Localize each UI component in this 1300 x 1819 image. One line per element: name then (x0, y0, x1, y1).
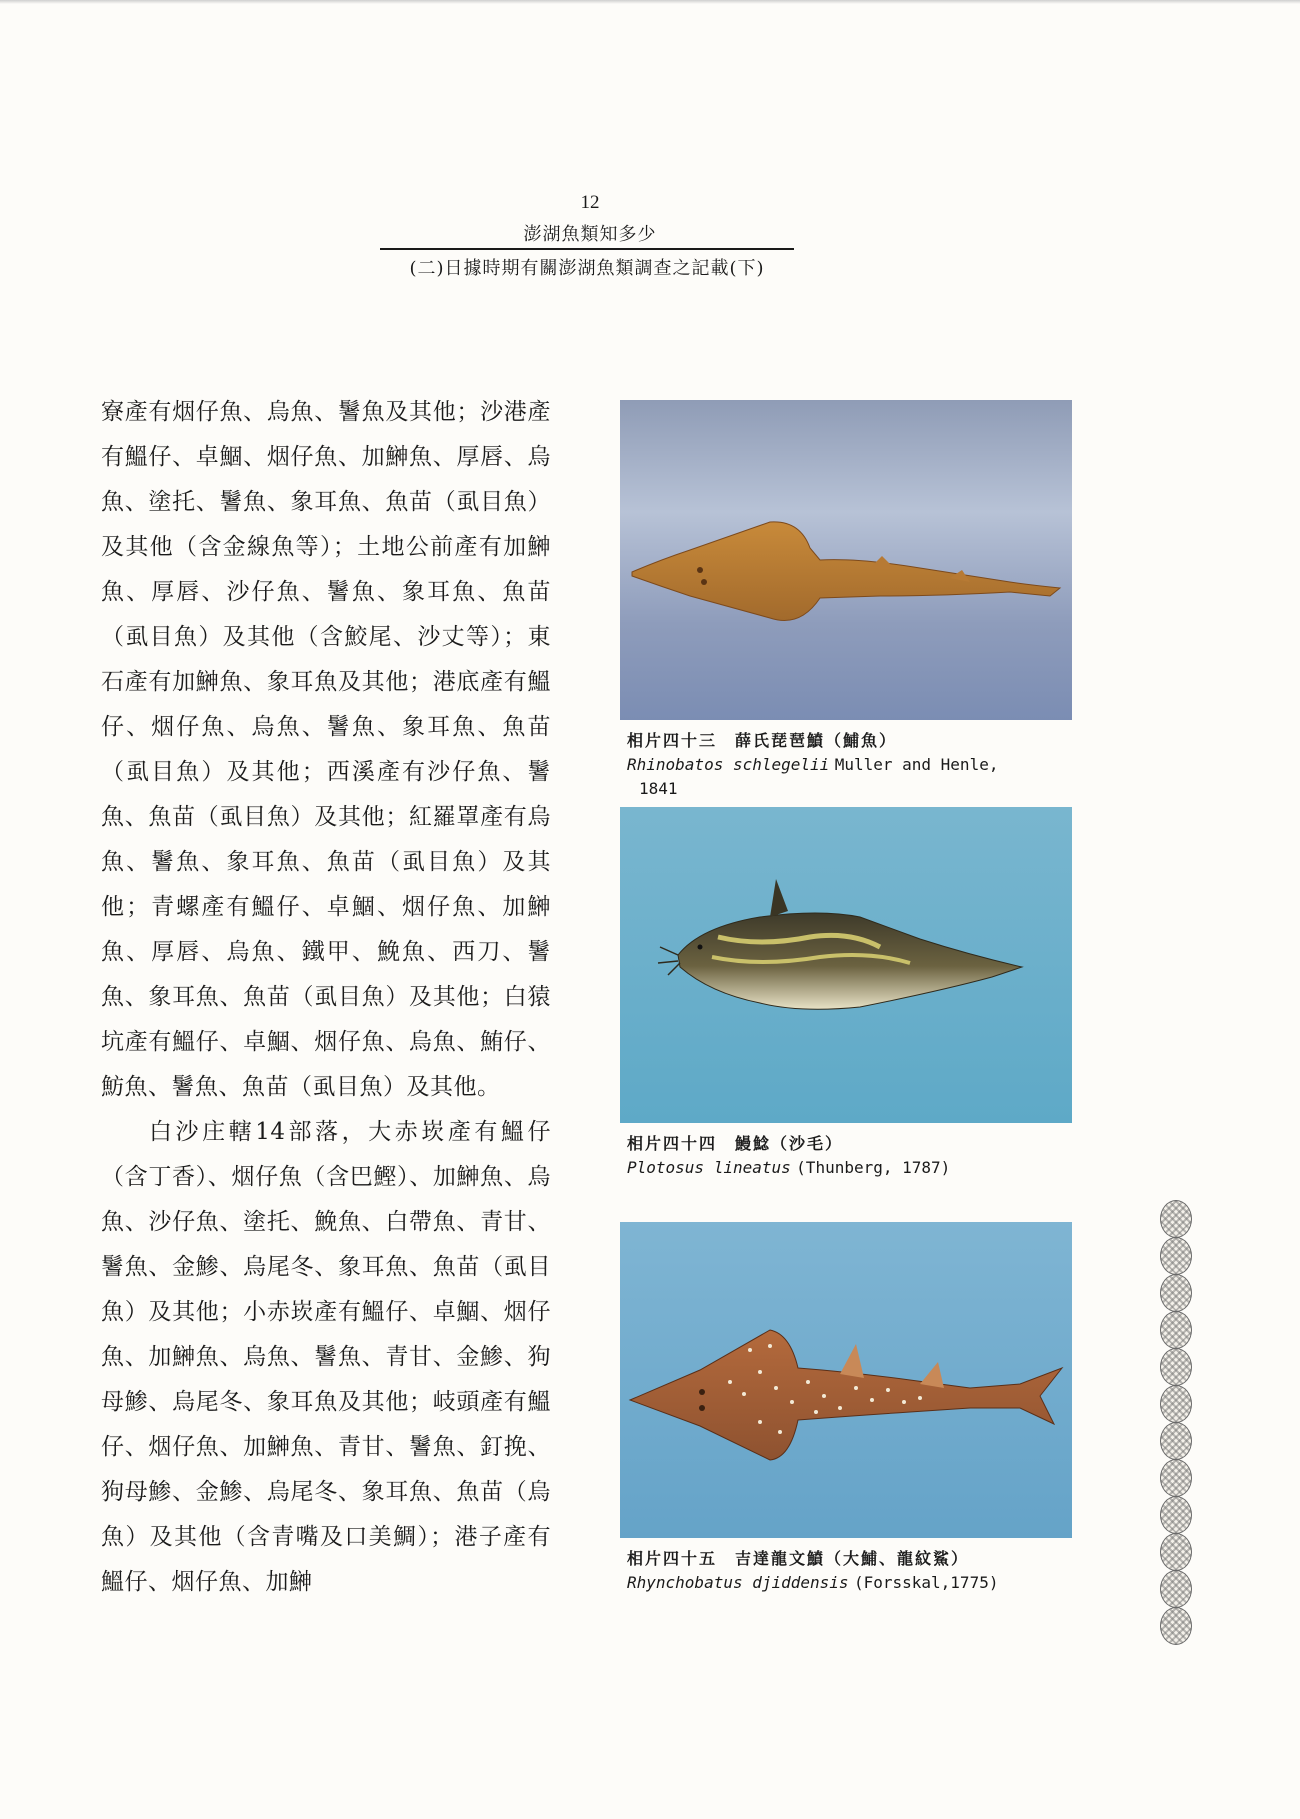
caption-44-label: 相片四十四 鰻鯰（ (627, 1134, 790, 1153)
paragraph-2: 白沙庄轄14部落，大赤崁產有鰮仔（含丁香）、烟仔魚（含巴鰹）、加鰰魚、烏魚、沙仔魚、塗托、鮸魚、白帶魚、青甘、鬐魚、金鯵、烏尾冬、象耳魚、魚苗（虱目魚）及其他；小赤崁產有鰮仔、卓鯝、烟仔魚、加鰰魚、烏魚、鬐魚、青甘、金鯵、狗母鯵、烏尾冬、象耳魚及其他；岐頭產有鰮仔、烟仔魚、加鰰魚、青甘、鬐魚、釘挽、狗母鯵、金鯵、烏尾冬、象耳魚、魚苗（烏魚）及其他（含青嘴及口美鯛）；港子產有鰮仔、烟仔魚、加鰰 (101, 1119, 551, 1595)
ornament-egg (1160, 1237, 1192, 1275)
ornament-egg (1160, 1570, 1192, 1608)
ornament-egg (1160, 1533, 1192, 1571)
caption-43-year: 1841 (639, 779, 678, 798)
caption-43 (627, 729, 1097, 801)
header-rule (380, 248, 794, 250)
photo-guitarfish (620, 400, 1072, 720)
caption-45 (627, 1547, 1097, 1595)
caption-45-authority: (Forsskal,1775) (853, 1573, 999, 1592)
ornament-egg (1160, 1385, 1192, 1423)
caption-45-scientific: Rhynchobatus djiddensis (627, 1573, 849, 1592)
ornament-egg (1160, 1459, 1192, 1497)
caption-44-authority: (Thunberg, 1787) (796, 1158, 951, 1177)
caption-45-close: ） (951, 1549, 970, 1568)
caption-44-common: 沙毛 (789, 1134, 826, 1153)
ornament-egg (1160, 1496, 1192, 1534)
ornament-egg (1160, 1422, 1192, 1460)
running-title: 澎湖魚類知多少 (523, 224, 657, 245)
caption-45-label: 相片四十五 吉達龍文鱝（ (627, 1549, 844, 1568)
caption-43-authority: Muller and Henle, (834, 755, 999, 774)
section-title: (二)日據時期有關澎湖魚類調查之記載(下) (409, 258, 765, 279)
ornament-egg (1160, 1348, 1192, 1386)
caption-44-close: ） (825, 1134, 844, 1153)
body-text (101, 390, 551, 1605)
ornament-egg (1160, 1311, 1192, 1349)
paragraph-1: 寮產有烟仔魚、烏魚、鬐魚及其他；沙港產有鰮仔、卓鯝、烟仔魚、加鰰魚、厚唇、烏魚、塗托、鬐魚、象耳魚、魚苗（虱目魚）及其他（含金線魚等）；土地公前產有加鰰魚、厚唇、沙仔魚、鬐魚、象耳魚、魚苗（虱目魚）及其他（含鮫尾、沙丈等）；東石產有加鰰魚、象耳魚及其他；港底產有鰮仔、烟仔魚、烏魚、鬐魚、象耳魚、魚苗（虱目魚）及其他；西溪產有沙仔魚、鬐魚、魚苗（虱目魚）及其他；紅羅罩產有烏魚、鬐魚、象耳魚、魚苗（虱目魚）及其他；青螺產有鰮仔、卓鯝、烟仔魚、加鰰魚、厚唇、烏魚、鐵甲、鮸魚、西刀、鬐魚、象耳魚、魚苗（虱目魚）及其他；白猿坑產有鰮仔、卓鯝、烟仔魚、烏魚、鮪仔、魴魚、鬐魚、魚苗（虱目魚）及其他。 (101, 399, 551, 1100)
caption-45-common: 大鯆、龍紋鯊 (843, 1549, 952, 1568)
photo-wedgefish (620, 1222, 1072, 1538)
caption-43-label: 相片四十三 薛氏琵琶鱝（ (627, 731, 844, 750)
page-number: 12 (580, 192, 600, 213)
ornament-egg (1160, 1274, 1192, 1312)
decorative-ornament-column (1158, 1200, 1194, 1644)
ornament-egg (1160, 1607, 1192, 1645)
photo-catfish (620, 807, 1072, 1123)
caption-43-close: ） (879, 731, 898, 750)
scan-edge (0, 0, 1300, 4)
caption-43-common: 鯆魚 (843, 731, 880, 750)
caption-44-scientific: Plotosus lineatus (627, 1158, 791, 1177)
caption-43-scientific: Rhinobatos schlegelii (627, 755, 830, 774)
caption-44 (627, 1132, 1097, 1180)
ornament-egg (1160, 1200, 1192, 1238)
